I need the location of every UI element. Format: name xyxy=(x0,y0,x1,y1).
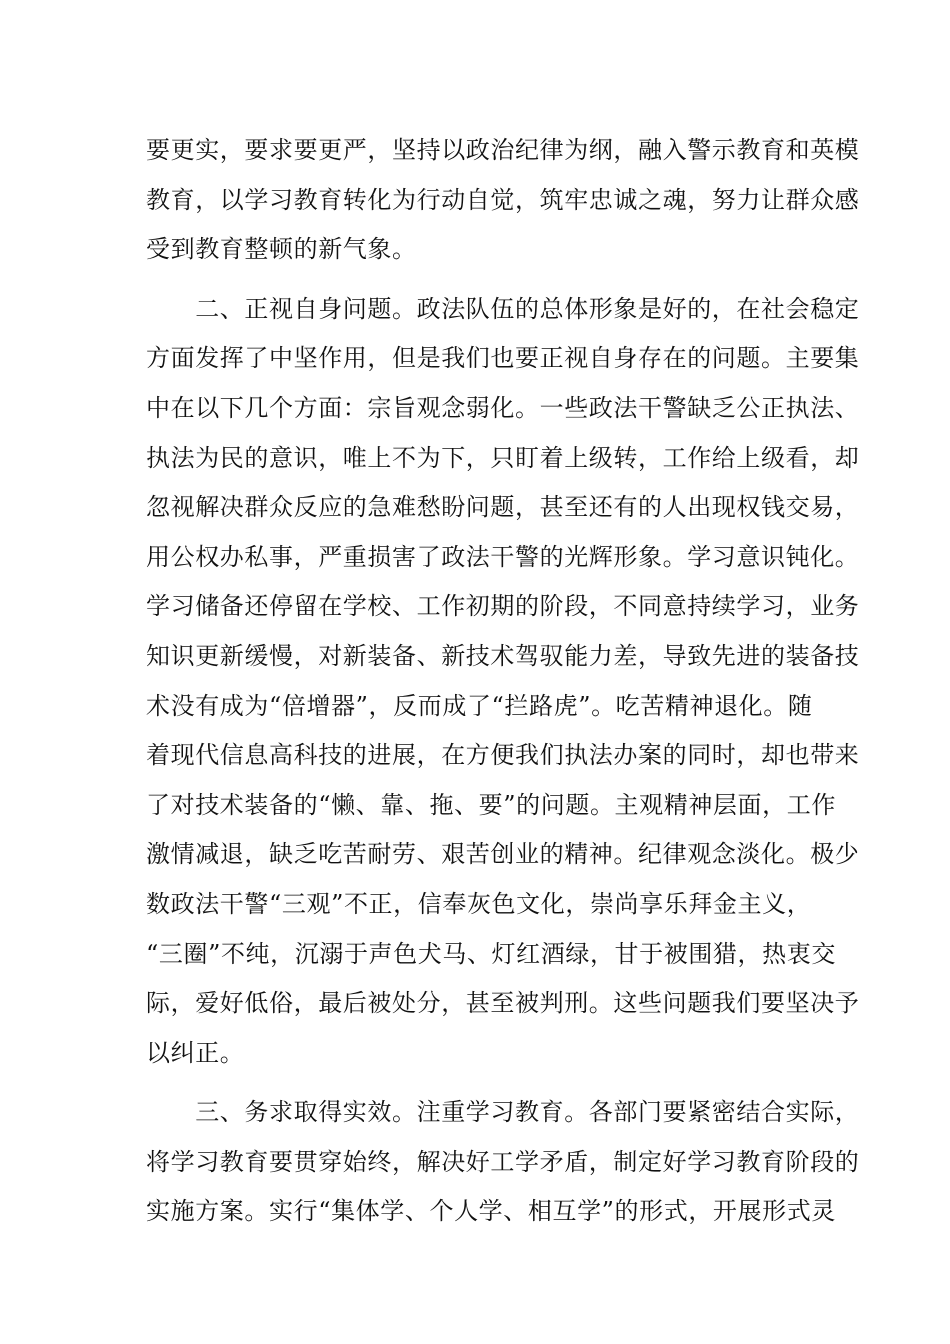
paragraph-3 xyxy=(146,1088,860,1237)
paragraph-2 xyxy=(146,285,860,1079)
text-line: 激情减退，缺乏吃苦耐劳、艰苦创业的精神。纪律观念淡化。极少 xyxy=(146,840,860,869)
paragraph-1 xyxy=(146,126,860,275)
text-line: 数政法干警“三观”不正，信奉灰色文化，崇尚享乐拜金主义， xyxy=(146,889,812,918)
text-line: 中在以下几个方面：宗旨观念弱化。一些政法干警缺乏公正执法、 xyxy=(146,393,860,422)
paragraph-gap xyxy=(146,275,806,285)
text-line: 要更实，要求要更严，坚持以政治纪律为纲，融入警示教育和英模 xyxy=(146,136,860,164)
text-line: 忽视解决群众反应的急难愁盼问题，甚至还有的人出现权钱交易， xyxy=(146,493,860,522)
document-body xyxy=(146,126,860,1237)
text-line: 际，爱好低俗，最后被处分，甚至被判刑。这些问题我们要坚决予 xyxy=(146,989,860,1018)
text-line: 教育，以学习教育转化为行动自觉，筑牢忠诚之魂，努力让群众感 xyxy=(146,185,860,214)
paragraph-gap xyxy=(146,1078,806,1088)
text-line: 将学习教育要贯穿始终，解决好工学矛盾，制定好学习教育阶段的 xyxy=(146,1147,860,1176)
text-line: 受到教育整顿的新气象。 xyxy=(146,235,417,264)
text-line: 知识更新缓慢，对新装备、新技术驾驭能力差，导致先进的装备技 xyxy=(146,641,860,670)
text-line: 二、正视自身问题。政法队伍的总体形象是好的，在社会稳定 xyxy=(146,294,860,323)
text-line: 用公权办私事，严重损害了政法干警的光辉形象。学习意识钝化。 xyxy=(146,542,860,571)
text-line: 着现代信息高科技的进展，在方便我们执法办案的同时，却也带来 xyxy=(146,741,860,770)
text-line: 实施方案。实行“集体学、个人学、相互学”的形式，开展形式灵 xyxy=(146,1197,836,1226)
text-line: 方面发挥了中坚作用，但是我们也要正视自身存在的问题。主要集 xyxy=(146,344,860,373)
text-line: “三圈”不纯，沉溺于声色犬马、灯红酒绿，甘于被围猎，热衷交 xyxy=(146,939,836,968)
text-line: 以纠正。 xyxy=(146,1038,245,1067)
text-line: 执法为民的意识，唯上不为下，只盯着上级转，工作给上级看，却 xyxy=(146,443,860,472)
text-line: 了对技术装备的“懒、靠、拖、要”的问题。主观精神层面，工作 xyxy=(146,790,836,819)
text-line: 术没有成为“倍增器”，反而成了“拦路虎”。吃苦精神退化。随 xyxy=(146,691,813,720)
text-line: 三、务求取得实效。注重学习教育。各部门要紧密结合实际， xyxy=(146,1098,860,1127)
text-line: 学习储备还停留在学校、工作初期的阶段，不同意持续学习，业务 xyxy=(146,592,860,621)
